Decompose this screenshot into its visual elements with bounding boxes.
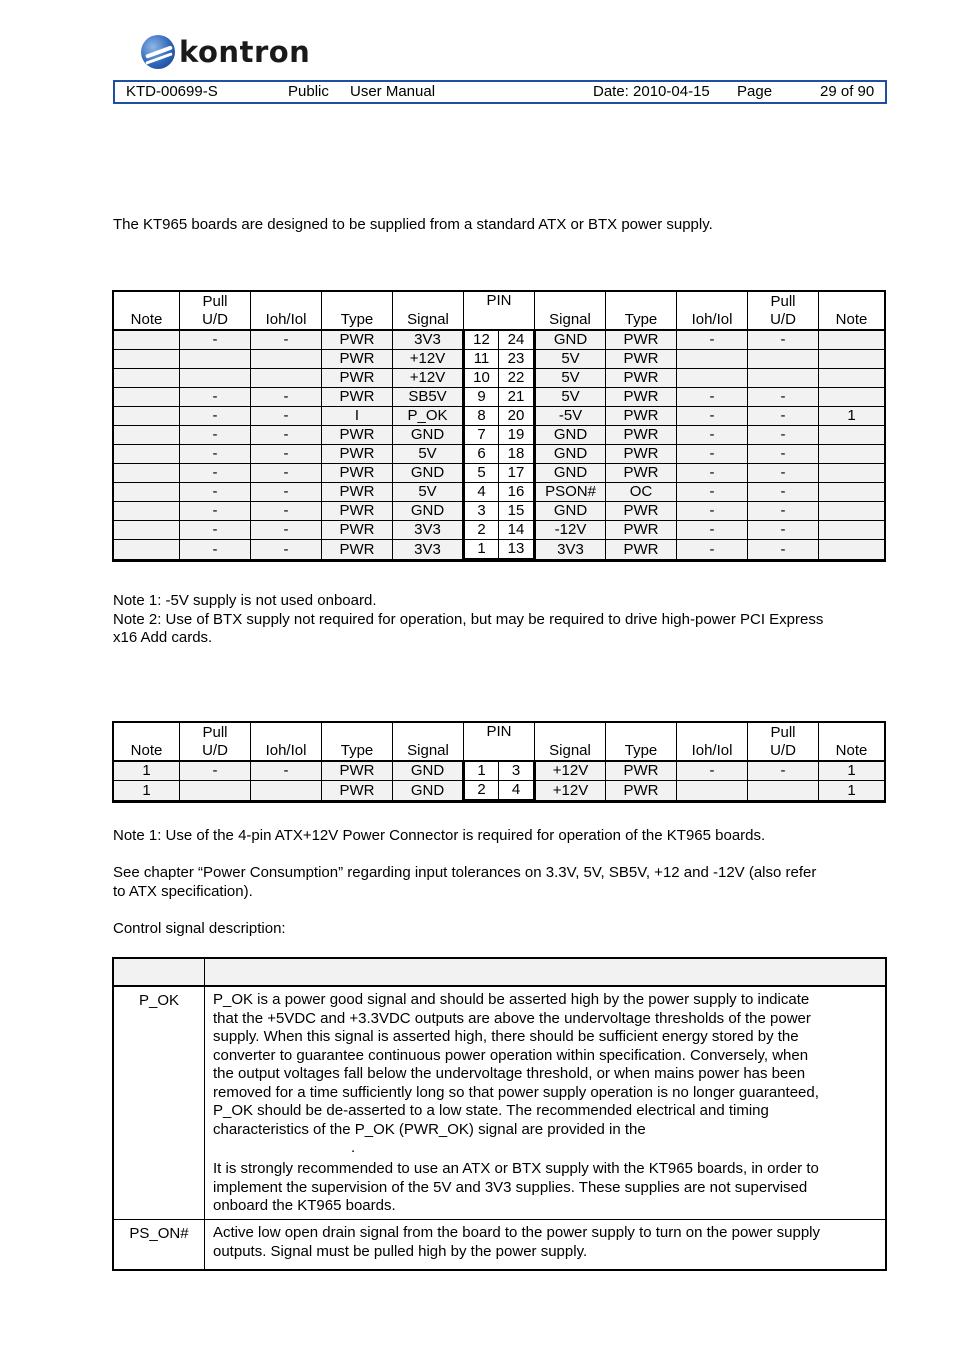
- cell-ioh-iol: [677, 781, 748, 801]
- cell-ioh-iol: -: [677, 521, 748, 540]
- cell-type: PWR: [322, 445, 393, 464]
- cell-ioh-iol: [251, 350, 322, 369]
- cell-pull-ud: -: [180, 483, 251, 502]
- header-signal: Signal: [535, 723, 606, 762]
- header-note: Note: [819, 292, 885, 331]
- cell-type: PWR: [606, 388, 677, 407]
- cell-note: [819, 445, 885, 464]
- cell-signal: GND: [535, 445, 606, 464]
- cell-type: PWR: [606, 407, 677, 426]
- table-row: [114, 445, 885, 464]
- cell-type: PWR: [606, 521, 677, 540]
- cell-note: [819, 521, 885, 540]
- table-row: [114, 761, 885, 781]
- cell-type: PWR: [322, 483, 393, 502]
- cell-note: [819, 330, 885, 350]
- cell-pull-ud: -: [748, 330, 819, 350]
- cell-note: [114, 330, 180, 350]
- header-ioh: Ioh/Iol: [251, 292, 322, 331]
- cell-signal: SB5V: [393, 388, 464, 407]
- header-ioh: Ioh/Iol: [677, 292, 748, 331]
- cell-pin-left: 4: [464, 483, 499, 502]
- cell-ioh-iol: -: [677, 388, 748, 407]
- cell-ioh-iol: -: [251, 761, 322, 781]
- cell-signal: 5V: [535, 388, 606, 407]
- description-line: removed for a time sufficiently long so that power supply operation is no longer guaranteed,: [213, 1083, 819, 1101]
- cell-pin-left: 10: [464, 369, 499, 388]
- cell-ioh-iol: [251, 781, 322, 801]
- cell-signal: 5V: [393, 445, 464, 464]
- doc-type: User Manual: [350, 83, 436, 100]
- cell-pull-ud: -: [748, 521, 819, 540]
- control-signal-table: [113, 958, 886, 1270]
- table-row: [114, 540, 885, 560]
- table-row: [114, 388, 885, 407]
- header-note: Note: [114, 292, 180, 331]
- cell-signal: 3V3: [393, 330, 464, 350]
- signal-description: [205, 1220, 886, 1270]
- cell-pull-ud: -: [180, 388, 251, 407]
- cell-signal: 5V: [393, 483, 464, 502]
- cell-pin-right: 3: [499, 761, 535, 781]
- cell-ioh-iol: -: [251, 502, 322, 521]
- table-row: [114, 483, 885, 502]
- cell-signal: 3V3: [393, 521, 464, 540]
- cell-note: 1: [819, 781, 885, 801]
- cell-pin-left: 2: [464, 521, 499, 540]
- header-pull: Pull U/D: [180, 723, 251, 762]
- cell-pull-ud: -: [180, 426, 251, 445]
- table-row: [114, 426, 885, 445]
- cell-ioh-iol: [677, 369, 748, 388]
- table-row: [114, 781, 885, 801]
- cell-type: PWR: [322, 388, 393, 407]
- cell-signal: GND: [393, 426, 464, 445]
- cell-note: [819, 369, 885, 388]
- document-header: [113, 80, 887, 104]
- cell-ioh-iol: -: [251, 540, 322, 560]
- cell-type: PWR: [322, 369, 393, 388]
- cell-pull-ud: [180, 781, 251, 801]
- logo-text: kontron: [179, 35, 311, 69]
- cell-ioh-iol: -: [677, 502, 748, 521]
- cell-signal: GND: [535, 330, 606, 350]
- cell-pin-left: 5: [464, 464, 499, 483]
- doc-date: Date: 2010-04-15: [593, 83, 710, 100]
- intro-text: The KT965 boards are designed to be supplied from a standard ATX or BTX power supply.: [113, 216, 713, 233]
- cell-signal: 5V: [535, 350, 606, 369]
- cell-note: [114, 464, 180, 483]
- header-signal: Signal: [535, 292, 606, 331]
- cell-pull-ud: -: [180, 407, 251, 426]
- cell-pull-ud: [748, 350, 819, 369]
- cell-note: [819, 464, 885, 483]
- cell-ioh-iol: -: [677, 483, 748, 502]
- cell-type: PWR: [606, 781, 677, 801]
- cell-pull-ud: [748, 369, 819, 388]
- cell-pull-ud: -: [748, 502, 819, 521]
- cell-type: PWR: [322, 781, 393, 801]
- header-note: Note: [114, 723, 180, 762]
- cell-pin-right: 4: [499, 781, 535, 801]
- cell-note: 1: [114, 761, 180, 781]
- cell-pull-ud: -: [180, 330, 251, 350]
- cell-note: [114, 426, 180, 445]
- atx-pinout-table: [113, 291, 885, 561]
- cell-type: PWR: [606, 445, 677, 464]
- cell-note: [114, 369, 180, 388]
- cell-signal: -5V: [535, 407, 606, 426]
- kontron-globe-icon: [141, 35, 175, 69]
- cell-note: [114, 502, 180, 521]
- cell-pull-ud: [180, 369, 251, 388]
- cell-signal: +12V: [535, 761, 606, 781]
- kontron-logo: [141, 33, 310, 71]
- note-1: Note 1: -5V supply is not used onboard.: [113, 592, 377, 609]
- header-pin: PIN: [464, 723, 535, 762]
- cell-ioh-iol: -: [677, 445, 748, 464]
- cell-pull-ud: [180, 350, 251, 369]
- cell-ioh-iol: -: [251, 445, 322, 464]
- cell-note: [819, 502, 885, 521]
- header-ioh: Ioh/Iol: [677, 723, 748, 762]
- table-row: [114, 521, 885, 540]
- description-line: converter to guarantee continuous power operation within specification. Conversely, when: [213, 1046, 809, 1064]
- cell-pin-right: 22: [499, 369, 535, 388]
- cell-signal: 3V3: [393, 540, 464, 560]
- table-row: [114, 1220, 886, 1270]
- header-pin: PIN: [464, 292, 535, 331]
- cell-pin-left: 12: [464, 330, 499, 350]
- cell-type: PWR: [606, 761, 677, 781]
- cell-note: 1: [819, 761, 885, 781]
- cell-signal: +12V: [535, 781, 606, 801]
- note-2: Note 2: Use of BTX supply not required for operation, but may be required to drive high-power PCI Express: [113, 611, 824, 628]
- description-line: supply. When this signal is asserted high, there should be sufficient energy stored by the: [213, 1028, 799, 1045]
- cell-pull-ud: -: [748, 540, 819, 560]
- cell-type: OC: [606, 483, 677, 502]
- cell-ioh-iol: [677, 350, 748, 369]
- description-line: outputs. Signal must be pulled high by the power supply.: [213, 1242, 588, 1260]
- cell-pull-ud: -: [748, 761, 819, 781]
- cell-pin-left: 7: [464, 426, 499, 445]
- cell-type: PWR: [606, 464, 677, 483]
- cell-pull-ud: -: [180, 540, 251, 560]
- cell-note: 1: [114, 781, 180, 801]
- cell-signal: -12V: [535, 521, 606, 540]
- cell-signal: 3V3: [535, 540, 606, 560]
- table-row: [114, 502, 885, 521]
- table-row: [114, 330, 885, 350]
- header-type: Type: [322, 723, 393, 762]
- cell-pin-left: 11: [464, 350, 499, 369]
- signal-name: PS_ON#: [114, 1220, 205, 1270]
- control-signal-heading: Control signal description:: [113, 920, 286, 937]
- cell-signal: GND: [535, 502, 606, 521]
- cell-signal: GND: [535, 426, 606, 445]
- cell-ioh-iol: -: [677, 407, 748, 426]
- description-line: the output voltages fall below the undervoltage threshold, or when mains power has been: [213, 1065, 806, 1082]
- see-chapter-text-cont: to ATX specification).: [113, 883, 253, 900]
- cell-note: [114, 483, 180, 502]
- cell-pin-right: 18: [499, 445, 535, 464]
- cell-pin-left: 3: [464, 502, 499, 521]
- page-number: 29 of 90: [820, 83, 875, 100]
- cell-type: I: [322, 407, 393, 426]
- table-row: [114, 407, 885, 426]
- description-line: implement the supervision of the 5V and 3V3 supplies. These supplies are not supervised: [213, 1178, 808, 1196]
- cell-ioh-iol: -: [677, 761, 748, 781]
- table-header-row: [114, 959, 886, 987]
- cell-pull-ud: -: [180, 502, 251, 521]
- description-line: onboard the KT965 boards.: [213, 1197, 396, 1214]
- cell-ioh-iol: -: [677, 464, 748, 483]
- cell-note: [819, 388, 885, 407]
- description-line: P_OK is a power good signal and should be asserted high by the power supply to indicate: [213, 991, 810, 1008]
- cell-pull-ud: [748, 781, 819, 801]
- description-line: characteristics of the P_OK (PWR_OK) signal are provided in the: [213, 1120, 646, 1138]
- cell-pin-right: 19: [499, 426, 535, 445]
- cell-pin-right: 21: [499, 388, 535, 407]
- cell-ioh-iol: -: [677, 330, 748, 350]
- cell-type: PWR: [322, 761, 393, 781]
- cell-pull-ud: -: [748, 483, 819, 502]
- table-header-row: [114, 292, 885, 331]
- cell-note: [114, 407, 180, 426]
- cell-pin-left: 1: [464, 761, 499, 781]
- cell-ioh-iol: -: [251, 426, 322, 445]
- cell-pin-left: 6: [464, 445, 499, 464]
- cell-pin-right: 17: [499, 464, 535, 483]
- cell-ioh-iol: -: [251, 483, 322, 502]
- cell-note: 1: [819, 407, 885, 426]
- cell-ioh-iol: [251, 369, 322, 388]
- pok-dot: .: [351, 1139, 356, 1156]
- cell-note: [819, 540, 885, 560]
- header-type: Type: [606, 292, 677, 331]
- cell-ioh-iol: -: [251, 330, 322, 350]
- header-signal: Signal: [393, 723, 464, 762]
- cell-type: PWR: [606, 330, 677, 350]
- header-signal: Signal: [393, 292, 464, 331]
- table-row: [114, 464, 885, 483]
- cell-pull-ud: -: [180, 464, 251, 483]
- cell-type: PWR: [322, 502, 393, 521]
- cell-note: [819, 483, 885, 502]
- header-type: Type: [322, 292, 393, 331]
- cell-note: [114, 350, 180, 369]
- cell-type: PWR: [322, 426, 393, 445]
- signal-description: [205, 986, 886, 1220]
- cell-note: [819, 350, 885, 369]
- atx12v-pinout-table: [113, 722, 885, 802]
- cell-signal: GND: [393, 502, 464, 521]
- cell-note: [114, 388, 180, 407]
- cell-note: [114, 540, 180, 560]
- description-line: that the +5VDC and +3.3VDC outputs are above the undervoltage thresholds of the power: [213, 1009, 811, 1027]
- cell-pin-right: 15: [499, 502, 535, 521]
- cell-note: [819, 426, 885, 445]
- cell-ioh-iol: -: [677, 426, 748, 445]
- cell-pin-right: 13: [499, 540, 535, 560]
- description-line: It is strongly recommended to use an ATX or BTX supply with the KT965 boards, in order to: [213, 1160, 819, 1177]
- cell-pin-left: 2: [464, 781, 499, 801]
- description-line: Active low open drain signal from the board to the power supply to turn on the power supply: [213, 1224, 821, 1241]
- cell-note: [114, 445, 180, 464]
- header-pull: Pull U/D: [748, 723, 819, 762]
- description-line: P_OK should be de-asserted to a low state. The recommended electrical and timing: [213, 1102, 769, 1119]
- header-type: Type: [606, 723, 677, 762]
- doc-classification: Public: [288, 83, 329, 100]
- cell-type: PWR: [606, 502, 677, 521]
- signal-name: P_OK: [114, 986, 205, 1220]
- cell-type: PWR: [322, 521, 393, 540]
- cell-pull-ud: -: [748, 407, 819, 426]
- cell-type: PWR: [322, 350, 393, 369]
- note-2-cont: x16 Add cards.: [113, 629, 213, 646]
- table-header-row: [114, 723, 885, 762]
- cell-pin-left: 1: [464, 540, 499, 560]
- doc-id: KTD-00699-S: [126, 83, 218, 100]
- cell-pin-right: 24: [499, 330, 535, 350]
- cell-pull-ud: -: [748, 464, 819, 483]
- header-note: Note: [819, 723, 885, 762]
- cell-signal: +12V: [393, 350, 464, 369]
- cell-pull-ud: -: [748, 445, 819, 464]
- cell-type: PWR: [322, 330, 393, 350]
- cell-pin-right: 16: [499, 483, 535, 502]
- atx12v-note-1: Note 1: Use of the 4-pin ATX+12V Power Connector is required for operation of the KT965 boards.: [113, 827, 766, 844]
- header-pull: Pull U/D: [748, 292, 819, 331]
- cell-ioh-iol: -: [251, 464, 322, 483]
- cell-type: PWR: [606, 426, 677, 445]
- cell-pull-ud: -: [180, 445, 251, 464]
- cell-signal: +12V: [393, 369, 464, 388]
- cell-pull-ud: -: [180, 521, 251, 540]
- page-label: Page: [737, 83, 773, 100]
- cell-signal: GND: [393, 761, 464, 781]
- cell-type: PWR: [606, 369, 677, 388]
- cell-ioh-iol: -: [251, 388, 322, 407]
- cell-signal: PSON#: [535, 483, 606, 502]
- cell-pin-right: 23: [499, 350, 535, 369]
- cell-signal: GND: [393, 781, 464, 801]
- cell-pin-left: 9: [464, 388, 499, 407]
- table-row: [114, 369, 885, 388]
- cell-pull-ud: -: [748, 388, 819, 407]
- cell-note: [114, 521, 180, 540]
- cell-pin-right: 20: [499, 407, 535, 426]
- cell-ioh-iol: -: [251, 521, 322, 540]
- cell-ioh-iol: -: [677, 540, 748, 560]
- header-ioh: Ioh/Iol: [251, 723, 322, 762]
- see-chapter-text: See chapter “Power Consumption” regarding input tolerances on 3.3V, 5V, SB5V, +12 and -12V (also refer: [113, 864, 817, 881]
- cell-pin-right: 14: [499, 521, 535, 540]
- cell-type: PWR: [606, 350, 677, 369]
- cell-pull-ud: -: [748, 426, 819, 445]
- cell-type: PWR: [322, 540, 393, 560]
- cell-type: PWR: [322, 464, 393, 483]
- cell-signal: P_OK: [393, 407, 464, 426]
- table-row: [114, 350, 885, 369]
- table-row: [114, 986, 886, 1220]
- cell-signal: 5V: [535, 369, 606, 388]
- cell-pin-left: 8: [464, 407, 499, 426]
- cell-signal: GND: [535, 464, 606, 483]
- cell-ioh-iol: -: [251, 407, 322, 426]
- header-pull: Pull U/D: [180, 292, 251, 331]
- cell-signal: GND: [393, 464, 464, 483]
- cell-pull-ud: -: [180, 761, 251, 781]
- cell-type: PWR: [606, 540, 677, 560]
